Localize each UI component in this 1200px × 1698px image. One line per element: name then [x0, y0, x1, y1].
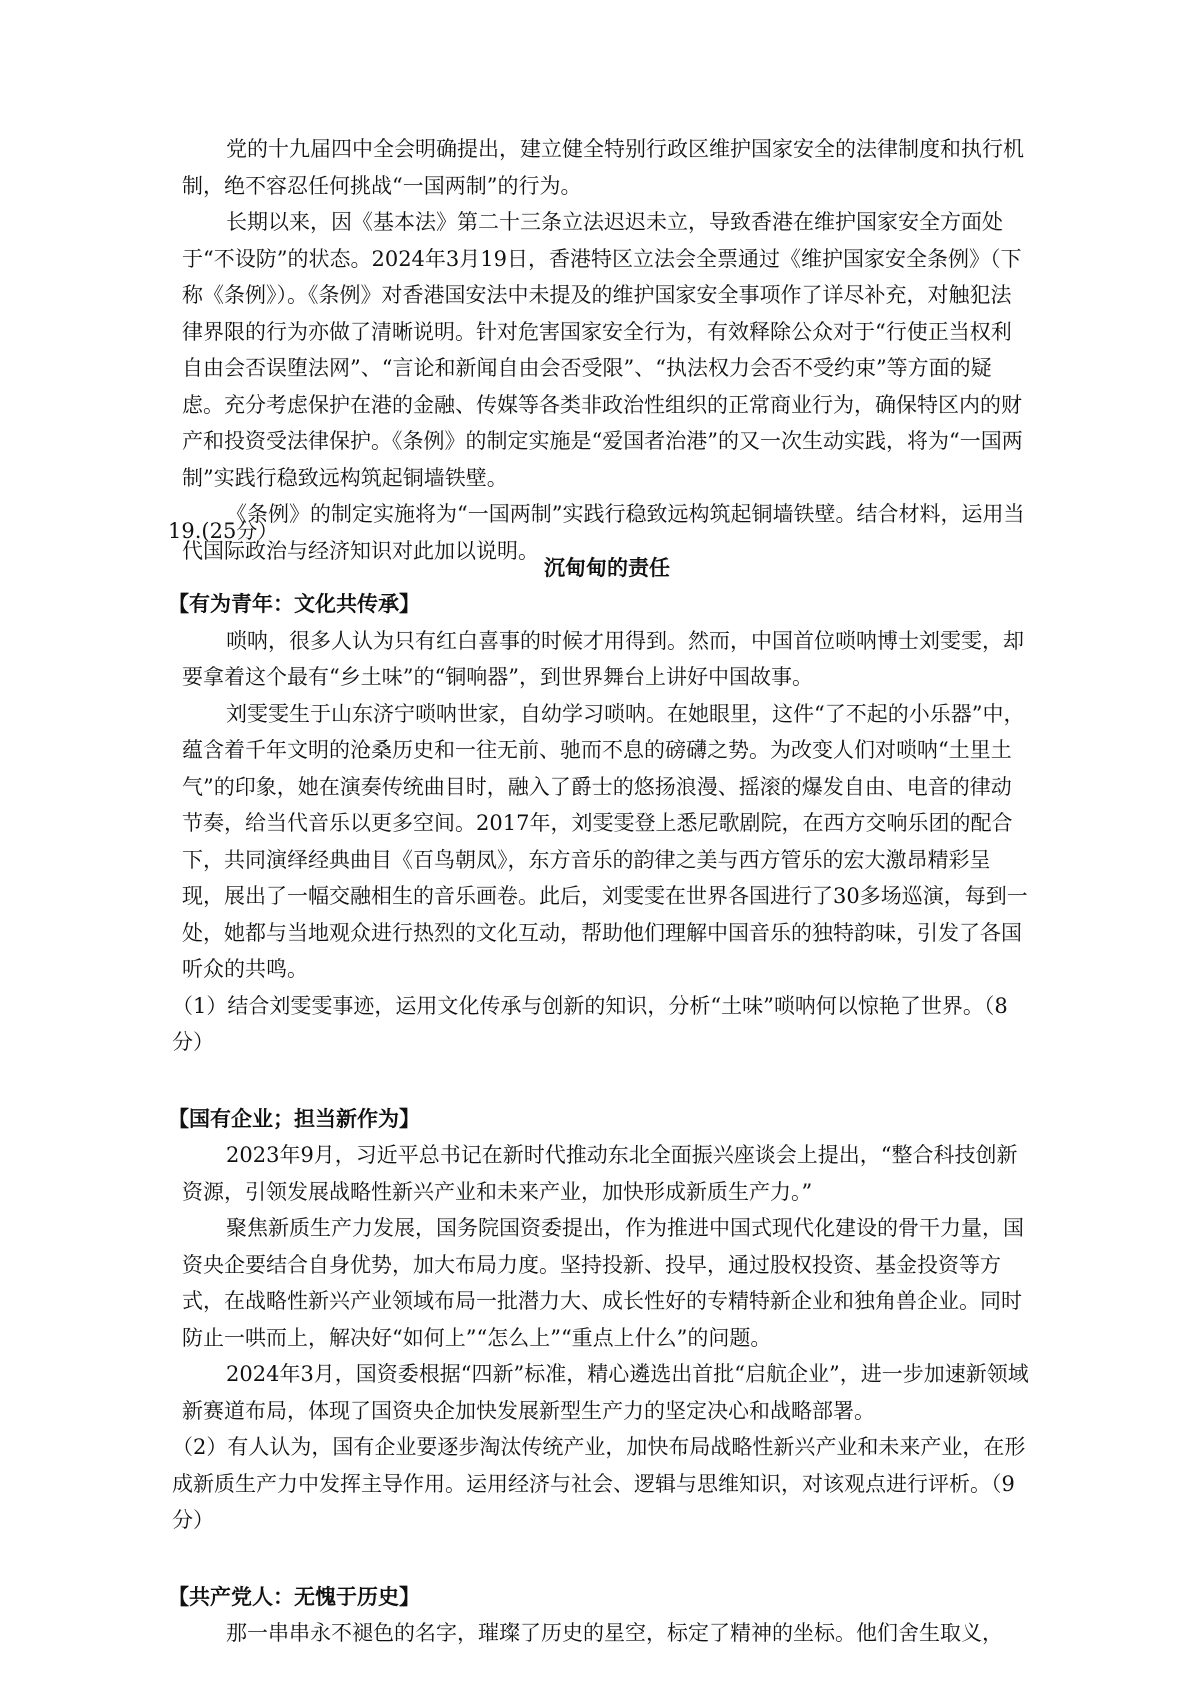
- sub-question: （1）结合刘雯雯事迹，运用文化传承与创新的知识，分析“土味”唢呐何以惊艳了世界。（8分）: [172, 993, 1008, 1054]
- question-title: 沉甸甸的责任: [544, 555, 670, 580]
- paragraph: 聚焦新质生产力发展，国务院国资委提出，作为推进中国式现代化建设的骨干力量，国资央企要结合自身优势，加大布局力度。坚持投新、投早，通过股权投资、基金投资等方式，在战略性新兴产业领域布局一批潜力大、成长性好的专精特新企业和独角兽企业。同时防止一哄而上，解决好“如何上”“怎么上”“重点上什么”的问题。: [182, 1216, 1024, 1350]
- paragraph: 刘雯雯生于山东济宁唢呐世家，自幼学习唢呐。在她眼里，这件“了不起的小乐器”中，蕴含着千年文明的沧桑历史和一往无前、驰而不息的磅礴之势。为改变人们对唢呐“土里土气”的印象，她在演奏传统曲目时，融入了爵士的悠扬浪漫、摇滚的爆发自由、电音的律动节奏，给当代音乐以更多空间。2017年，刘雯雯登上悉尼歌剧院，在西方交响乐团的配合下，共同演绎经典曲目《百鸟朝凤》，东方音乐的韵律之美与西方管乐的宏大激昂精彩呈现，展出了一幅交融相生的音乐画卷。此后，刘雯雯在世界各国进行了30多场巡演，每到一处，她都与当地观众进行热烈的文化互动，帮助他们理解中国音乐的独特韵味，引发了各国听众的共鸣。: [182, 701, 1028, 981]
- section-heading: 【国有企业；担当新作为】: [168, 1106, 420, 1131]
- sub-question: （2）有人认为，国有企业要逐步淘汰传统产业，加快布局战略性新兴产业和未来产业，在形成新质生产力中发挥主导作用。运用经济与社会、逻辑与思维知识，对该观点进行评析。（9分）: [172, 1435, 1026, 1532]
- question-number: 19.(25分）: [168, 519, 279, 543]
- paragraph: 长期以来，因《基本法》第二十三条立法迟迟未立，导致香港在维护国家安全方面处于“不设防”的状态。2024年3月19日，香港特区立法会全票通过《维护国家安全条例》（下称《条例》）。《条例》对香港国安法中未提及的维护国家安全事项作了详尽补充，对触犯法律界限的行为亦做了清晰说明。针对危害国家安全行为，有效释除公众对于“行使正当权利自由会否误堕法网”、“言论和新闻自由会否受限”、“执法权力会否不受约束”等方面的疑虑。充分考虑保护在港的金融、传媒等各类非政治性组织的正常商业行为，确保特区内的财产和投资受法律保护。《条例》的制定实施是“爱国者治港”的又一次生动实践，将为“一国两制”实践行稳致远构筑起铜墙铁壁。: [182, 210, 1023, 490]
- material-block-18: [182, 131, 1032, 569]
- section-heading: 【有为青年：文化共传承】: [168, 592, 420, 616]
- paragraph: 那一串串永不褪色的名字，璀璨了历史的星空，标定了精神的坐标。他们舍生取义，: [226, 1621, 1003, 1645]
- section-heading: 【共产党人：无愧于历史】: [168, 1584, 420, 1609]
- paragraph: 唢呐，很多人认为只有红白喜事的时候才用得到。然而，中国首位唢呐博士刘雯雯，却要拿着这个最有“乡土味”的“铜响器”，到世界舞台上讲好中国故事。: [182, 628, 1024, 689]
- question-19: [168, 513, 1032, 1652]
- paragraph: 党的十九届四中全会明确提出，建立健全特别行政区维护国家安全的法律制度和执行机制，绝不容忍任何挑战“一国两制”的行为。: [182, 137, 1024, 198]
- paragraph: 2023年9月，习近平总书记在新时代推动东北全面振兴座谈会上提出，“整合科技创新资源，引领发展战略性新兴产业和未来产业，加快形成新质生产力。”: [182, 1143, 1018, 1204]
- question-text: 《条例》的制定实施将为“一国两制”实践行稳致远构筑起铜墙铁壁。结合材料，运用当代国际政治与经济知识对此加以说明。: [182, 502, 1025, 563]
- paragraph: 2024年3月，国资委根据“四新”标准，精心遴选出首批“启航企业”，进一步加速新领域新赛道布局，体现了国资央企加快发展新型生产力的坚定决心和战略部署。: [182, 1362, 1029, 1423]
